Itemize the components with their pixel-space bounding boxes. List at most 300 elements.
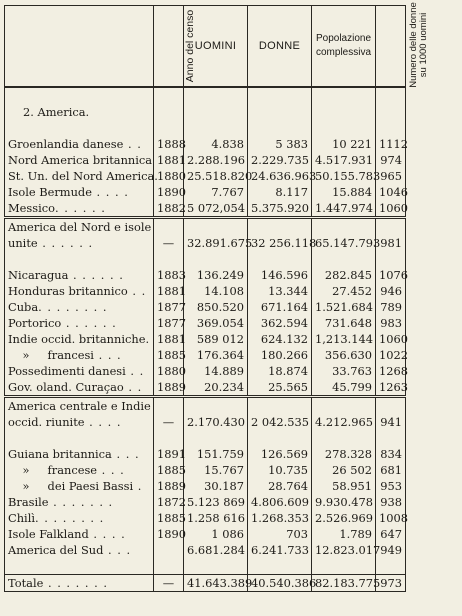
women-count	[248, 267, 312, 283]
total-population-value: 33.763	[332, 364, 372, 378]
total-population-value: 4.212.965	[315, 415, 373, 429]
women-per-1000-men	[376, 267, 406, 283]
census-year	[154, 200, 184, 218]
men-count	[184, 575, 253, 592]
country-label: Chilì	[8, 511, 35, 525]
leader-dots: . . . .	[88, 527, 126, 541]
women-count	[248, 347, 312, 363]
men-count	[184, 510, 248, 526]
country-name	[5, 446, 154, 462]
total-population	[312, 200, 376, 218]
total-population-value: 1.521.684	[315, 300, 373, 314]
census-year-value: 1880	[157, 169, 186, 183]
header-census-year: Anno del censo	[154, 6, 184, 88]
men-count-value: 15.767	[204, 463, 244, 477]
subtotal-label: occid. riunite	[8, 415, 85, 429]
leader-dots: .	[133, 479, 143, 493]
total-population	[312, 494, 376, 510]
country-name	[5, 575, 154, 592]
men-count	[184, 315, 248, 331]
women-per-1000-men	[376, 542, 406, 558]
men-count-value: 5.123 869	[187, 495, 245, 509]
women-count	[248, 168, 317, 184]
men-count-value: 151.759	[196, 447, 244, 461]
country-label: Nicaragua	[8, 268, 69, 282]
table-row	[5, 200, 406, 218]
women-per-1000-men	[376, 510, 406, 526]
census-year	[154, 414, 184, 430]
census-year-value: 1885	[157, 511, 186, 525]
leader-dots: . . . . . .	[37, 236, 94, 250]
census-year-value: 1888	[157, 137, 186, 151]
subtotal-label: America del Nord e isole	[8, 220, 152, 234]
census-year	[154, 331, 184, 347]
total-population	[312, 267, 376, 283]
table-row	[5, 446, 406, 462]
table-row	[5, 526, 406, 542]
census-year-value: 1877	[157, 316, 186, 330]
total-population	[312, 526, 376, 542]
table-row	[5, 136, 406, 152]
women-per-1000-men-value: 681	[380, 463, 402, 477]
total-population-value: 278.328	[324, 447, 372, 461]
census-year-value: —	[162, 415, 175, 429]
table-row	[5, 494, 406, 510]
subtotal-blank	[376, 397, 406, 415]
country-name	[5, 510, 154, 526]
women-per-1000-men-value: 941	[380, 415, 402, 429]
census-year-value: 1890	[157, 185, 186, 199]
section-row	[5, 104, 406, 120]
women-count	[248, 331, 312, 347]
women-per-1000-men	[376, 347, 406, 363]
population-table	[4, 2, 429, 592]
census-year	[154, 478, 184, 494]
country-name	[5, 152, 154, 168]
women-count	[248, 462, 312, 478]
men-count	[184, 494, 248, 510]
census-year	[154, 152, 184, 168]
women-per-1000-men	[376, 184, 406, 200]
leader-dots: . . .	[111, 447, 140, 461]
country-name	[5, 299, 154, 315]
women-count	[248, 235, 317, 251]
subtotal-name-line2	[5, 414, 154, 430]
total-population	[312, 478, 376, 494]
census-year-value: 1880	[157, 364, 186, 378]
leader-dots: . . . . . . .	[43, 576, 109, 590]
women-per-1000-men-value: 983	[380, 316, 402, 330]
subtotal-name-line1	[5, 397, 154, 415]
men-count	[184, 184, 248, 200]
subtotal-blank	[248, 397, 312, 415]
census-year-value: 1891	[157, 447, 186, 461]
men-count	[184, 446, 248, 462]
leader-dots: . . . . . . . .	[34, 511, 105, 525]
women-per-1000-men-value: 953	[380, 479, 402, 493]
total-population-value: 82.183.775	[315, 576, 381, 590]
women-count	[248, 200, 312, 218]
table-row	[5, 478, 406, 494]
census-year-value: 1877	[157, 300, 186, 314]
total-population	[312, 379, 376, 397]
census-year-value: 1885	[157, 348, 186, 362]
census-year	[154, 542, 184, 558]
census-year-value: 1885	[157, 463, 186, 477]
leader-dots: . . .	[93, 348, 122, 362]
women-count-value: 1.268.353	[251, 511, 309, 525]
census-year	[154, 347, 184, 363]
total-population-value: 2.526.969	[315, 511, 373, 525]
women-count	[248, 152, 312, 168]
table-row	[5, 331, 406, 347]
table-row	[5, 363, 406, 379]
country-label: Possedimenti danesi	[8, 364, 126, 378]
country-name	[5, 315, 154, 331]
census-year	[154, 462, 184, 478]
women-count	[248, 414, 312, 430]
country-name	[5, 462, 154, 478]
subtotal-blank	[184, 218, 248, 236]
census-year-value: 1881	[157, 332, 186, 346]
men-count	[184, 168, 253, 184]
leader-dots: . . . . . .	[68, 268, 124, 282]
total-population-value: 26 502	[332, 463, 372, 477]
men-count-value: 20.234	[204, 380, 244, 394]
men-count	[184, 152, 248, 168]
country-name	[5, 136, 154, 152]
men-count	[184, 331, 248, 347]
country-label: » dei Paesi Bassi	[8, 479, 134, 493]
table-row	[5, 152, 406, 168]
table-row	[5, 283, 406, 299]
country-name	[5, 379, 154, 397]
census-year-value: 1890	[157, 527, 186, 541]
country-name	[5, 168, 158, 184]
country-label: Messico	[8, 201, 55, 215]
women-per-1000-men	[376, 152, 406, 168]
country-name	[5, 478, 154, 494]
leader-dots: . .	[127, 284, 147, 298]
women-count-value: 703	[286, 527, 308, 541]
leader-dots: . .	[125, 364, 145, 378]
leader-dots: . . .	[103, 543, 132, 557]
men-count-value: 7.767	[211, 185, 244, 199]
header-country	[5, 6, 154, 88]
total-population-value: 9.930.478	[315, 495, 373, 509]
women-count	[248, 478, 312, 494]
women-per-1000-men	[376, 446, 406, 462]
men-count	[184, 235, 253, 251]
table-row	[5, 315, 406, 331]
men-count-value: 176.364	[196, 348, 244, 362]
census-year-value: 1881	[157, 284, 186, 298]
men-count	[184, 200, 248, 218]
women-per-1000-men	[376, 414, 406, 430]
subtotal-label: America centrale e Indie	[8, 399, 151, 413]
header-women: DONNE	[248, 6, 312, 88]
women-count	[248, 363, 312, 379]
total-population-value: 58.951	[332, 479, 372, 493]
census-year	[154, 494, 184, 510]
men-count	[184, 347, 248, 363]
total-population	[312, 575, 381, 592]
spacer-row	[5, 120, 406, 136]
women-per-1000-men-value: 1268	[379, 364, 408, 378]
subtotal-label: unite	[8, 236, 38, 250]
total-population	[312, 315, 376, 331]
total-population	[312, 152, 376, 168]
men-count-value: 5 072,054	[187, 201, 245, 215]
country-label: Totale	[8, 576, 44, 590]
subtotal-blank	[184, 397, 248, 415]
men-count	[184, 136, 248, 152]
women-count-value: 10.735	[268, 463, 308, 477]
women-per-1000-men-value: 981	[380, 236, 402, 250]
country-label: Isole Bermude	[8, 185, 92, 199]
total-population-value: 1,213.144	[315, 332, 373, 346]
women-per-1000-men	[376, 462, 406, 478]
women-per-1000-men	[376, 168, 406, 184]
women-count-value: 5.375.920	[251, 201, 309, 215]
men-count	[184, 462, 248, 478]
women-per-1000-men	[376, 494, 406, 510]
country-name	[5, 331, 154, 347]
women-count-value: 4.806.609	[251, 495, 309, 509]
men-count-value: 589 012	[196, 332, 244, 346]
women-per-1000-men-value: 1112	[379, 137, 408, 151]
women-count-value: 2 042.535	[251, 415, 309, 429]
total-population	[312, 363, 376, 379]
subtotal-row	[5, 414, 406, 430]
leader-dots: . . . .	[91, 185, 129, 199]
women-count-value: 24.636.963	[251, 169, 317, 183]
women-count	[248, 510, 312, 526]
total-population-value: 356.630	[324, 348, 372, 362]
men-count-value: 1 086	[211, 527, 244, 541]
total-population-value: 12.823.017	[315, 543, 381, 557]
spacer-row	[5, 558, 406, 575]
women-count-value: 25.565	[268, 380, 308, 394]
women-per-1000-men	[376, 315, 406, 331]
total-population-value: 15.884	[332, 185, 372, 199]
subtotal-row-head	[5, 397, 406, 415]
men-count	[184, 414, 248, 430]
total-population	[312, 136, 376, 152]
total-population	[312, 299, 376, 315]
census-year	[154, 575, 184, 592]
spacer-row	[5, 430, 406, 446]
table-row	[5, 510, 406, 526]
men-count-value: 369.054	[196, 316, 244, 330]
men-count	[184, 363, 248, 379]
table-body	[5, 87, 406, 592]
census-year	[154, 168, 184, 184]
women-per-1000-men	[376, 526, 406, 542]
table-row	[5, 462, 406, 478]
women-count-value: 126.569	[260, 447, 308, 461]
women-per-1000-men	[376, 363, 406, 379]
men-count	[184, 299, 248, 315]
census-year	[154, 446, 184, 462]
total-population-value: 65.147.793	[315, 236, 381, 250]
total-population-value: 27.452	[332, 284, 372, 298]
women-count-value: 40.540.386	[251, 576, 317, 590]
women-per-1000-men-value: 1060	[379, 332, 408, 346]
total-population-value: 4.517.931	[315, 153, 373, 167]
women-per-1000-men-value: 949	[380, 543, 402, 557]
women-count	[248, 575, 317, 592]
table-row	[5, 267, 406, 283]
women-count-value: 2.229.735	[251, 153, 309, 167]
leader-dots: . . . . . .	[54, 201, 106, 215]
women-count	[248, 299, 312, 315]
country-label: Portorico	[8, 316, 62, 330]
men-count-value: 30.187	[204, 479, 244, 493]
men-count-value: 25.518.820	[187, 169, 253, 183]
census-year-value: 1872	[157, 495, 186, 509]
subtotal-name-line1	[5, 218, 154, 236]
country-label: Gov. oland. Curaçao	[8, 380, 124, 394]
census-year	[154, 235, 184, 251]
women-per-1000-men-value: 647	[380, 527, 402, 541]
spacer-row	[5, 251, 406, 267]
census-year-value: 1889	[157, 380, 186, 394]
country-label: Cuba	[8, 300, 39, 314]
census-year	[154, 363, 184, 379]
section-title: 2. America.	[5, 104, 154, 120]
table-row	[5, 542, 406, 558]
total-population	[312, 184, 376, 200]
men-count	[184, 283, 248, 299]
total-population	[312, 462, 376, 478]
header-total-population: Popolazione complessiva	[312, 6, 376, 88]
men-count-value: 6.681.284	[187, 543, 245, 557]
women-per-1000-men-value: 946	[380, 284, 402, 298]
men-count-value: 850.520	[196, 300, 244, 314]
census-year	[154, 510, 184, 526]
women-count-value: 624.132	[260, 332, 308, 346]
country-label: Indie occid. britanniche.	[8, 332, 150, 346]
men-count	[184, 542, 248, 558]
country-label: Guiana britannica	[8, 447, 112, 461]
census-year-value: 1881	[157, 153, 186, 167]
women-count-value: 6.241.733	[251, 543, 309, 557]
header-men: UOMINI	[184, 6, 248, 88]
women-per-1000-men-value: 1046	[379, 185, 408, 199]
women-per-1000-men-value: 789	[380, 300, 402, 314]
total-population-value: 45.799	[332, 380, 372, 394]
header-women-per-1000-men: Numero delle donne su 1000 uomini	[376, 6, 406, 88]
table-row	[5, 299, 406, 315]
spacer-row	[5, 87, 406, 104]
total-population	[312, 168, 381, 184]
women-per-1000-men	[376, 331, 406, 347]
subtotal-blank	[312, 397, 376, 415]
women-per-1000-men	[376, 478, 406, 494]
total-population-value: 282.845	[324, 268, 372, 282]
total-population-value: 1.447.974	[315, 201, 373, 215]
census-year	[154, 315, 184, 331]
country-label: Nord America britannica	[8, 153, 153, 167]
census-year-value: 1883	[157, 268, 186, 282]
women-count	[248, 184, 312, 200]
women-count-value: 671.164	[260, 300, 308, 314]
men-count-value: 32.891.675	[187, 236, 253, 250]
leader-dots: . .	[123, 137, 142, 151]
subtotal-blank	[312, 218, 376, 236]
leader-dots: . .	[123, 380, 143, 394]
women-per-1000-men	[376, 379, 406, 397]
total-population	[312, 235, 381, 251]
women-per-1000-men	[376, 283, 406, 299]
country-label: Brasile	[8, 495, 49, 509]
women-per-1000-men-value: 1076	[379, 268, 408, 282]
total-population	[312, 347, 376, 363]
country-name	[5, 184, 154, 200]
leader-dots: . . . . . . . .	[38, 300, 108, 314]
census-year-value: —	[162, 236, 175, 250]
total-population-value: 50.155.783	[315, 169, 381, 183]
women-per-1000-men-value: 834	[380, 447, 402, 461]
subtotal-blank	[248, 218, 312, 236]
header-row	[5, 6, 406, 88]
women-count-value: 5 383	[275, 137, 308, 151]
women-count	[248, 494, 312, 510]
country-name	[5, 347, 154, 363]
total-population	[312, 283, 376, 299]
women-per-1000-men-value: 1060	[379, 201, 408, 215]
country-label: America del Sud	[8, 543, 104, 557]
country-name	[5, 542, 154, 558]
women-count-value: 13.344	[268, 284, 308, 298]
country-name	[5, 267, 154, 283]
table-row	[5, 347, 406, 363]
men-count	[184, 478, 248, 494]
men-count-value: 14.108	[204, 284, 244, 298]
total-population-value: 10 221	[332, 137, 372, 151]
country-label: Honduras britannico	[8, 284, 128, 298]
subtotal-blank	[154, 218, 184, 236]
women-per-1000-men	[376, 299, 406, 315]
men-count-value: 2.288.196	[187, 153, 245, 167]
census-year-value: 1882	[157, 201, 186, 215]
men-count-value: 14.889	[204, 364, 244, 378]
subtotal-blank	[376, 218, 406, 236]
subtotal-row	[5, 235, 406, 251]
women-count	[248, 379, 312, 397]
census-year	[154, 379, 184, 397]
women-count-value: 18.874	[268, 364, 308, 378]
total-population	[312, 446, 376, 462]
country-label: » francese	[8, 463, 98, 477]
total-population	[312, 331, 376, 347]
women-per-1000-men	[376, 200, 406, 218]
women-count-value: 180.266	[260, 348, 308, 362]
women-count-value: 146.596	[260, 268, 308, 282]
table-row	[5, 184, 406, 200]
country-label: St. Un. del Nord America.	[8, 169, 158, 183]
total-population	[312, 510, 376, 526]
country-name	[5, 283, 154, 299]
leader-dots: . . . .	[84, 415, 122, 429]
women-per-1000-men-value: 974	[380, 153, 402, 167]
men-count-value: 136.249	[196, 268, 244, 282]
women-count	[248, 136, 312, 152]
women-count-value: 28.764	[268, 479, 308, 493]
country-label: Groenlandia danese	[8, 137, 124, 151]
total-row	[5, 575, 406, 592]
